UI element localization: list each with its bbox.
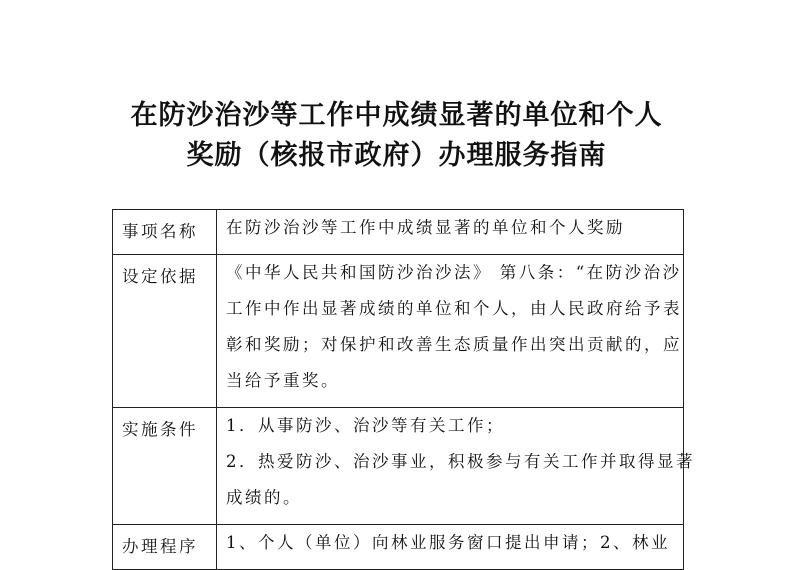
- content-line: 1、个人（单位）向林业服务窗口提出申请；2、林业: [226, 533, 670, 552]
- row-content-item-name: [217, 210, 684, 255]
- table-row-legal-basis: [113, 255, 684, 408]
- service-guide-table: [112, 209, 695, 570]
- content-line: 工作中作出显著成绩的单位和个人，由人民政府给予表: [226, 299, 682, 318]
- content-line: 在防沙治沙等工作中成绩显著的单位和个人奖励: [226, 218, 625, 237]
- row-label-legal-basis: 设定依据: [113, 255, 217, 408]
- content-line: 1．从事防沙、治沙等有关工作；: [226, 416, 505, 435]
- content-line: 彰和奖励；对保护和改善生态质量作出突出贡献的，应: [226, 335, 682, 354]
- content-line: 2．热爱防沙、治沙事业，积极参与有关工作并取得显著: [226, 452, 695, 471]
- content-line: 当给予重奖。: [226, 371, 340, 390]
- table-row-item-name: [113, 210, 684, 255]
- content-line: 成绩的。: [226, 488, 302, 507]
- row-content-legal-basis: [217, 255, 684, 408]
- document-title-line-1: 在防沙治沙等工作中成绩显著的单位和个人: [130, 100, 663, 131]
- content-line: 《中华人民共和国防沙治沙法》 第八条：“在防沙治沙: [226, 263, 682, 282]
- document-title-line-2: 奖励（核报市政府）办理服务指南: [186, 140, 607, 171]
- table-row-procedure: [113, 525, 684, 570]
- row-label-conditions: 实施条件: [113, 408, 217, 525]
- row-label-procedure: 办理程序: [113, 525, 217, 570]
- table-row-conditions: [113, 408, 684, 525]
- row-content-procedure: [217, 525, 684, 570]
- row-label-item-name: 事项名称: [113, 210, 217, 255]
- row-content-conditions: [217, 408, 695, 525]
